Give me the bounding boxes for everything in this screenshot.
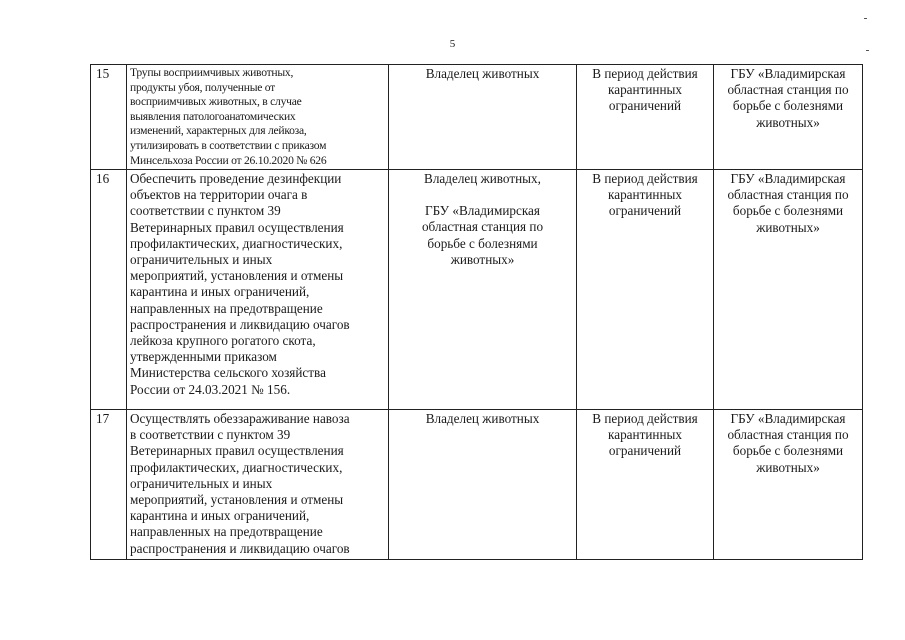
scan-mark-top [864, 18, 867, 19]
deadline-line: В период действия [592, 411, 698, 426]
measure-line: Министерства сельского хозяйства [130, 365, 326, 381]
deadline-line: ограничений [608, 443, 682, 459]
blank-line [392, 187, 573, 203]
control-line: животных» [756, 459, 820, 475]
measure-line: Осуществлять обеззараживание навоза [130, 411, 350, 426]
measure-line: карантина и иных ограничений, [130, 508, 310, 524]
deadline-line: карантинных [608, 82, 682, 98]
row-number: 16 [91, 170, 127, 410]
deadline-cell [577, 410, 714, 560]
measures-table [90, 64, 863, 560]
page-number: 5 [449, 38, 456, 50]
responsible-cell [389, 65, 577, 170]
measure-line: восприимчивых животных, в случае [130, 95, 302, 109]
measure-line: выявления патологоанатомических [130, 109, 296, 123]
control-line: борьбе с болезнями [732, 98, 844, 114]
deadline-cell [577, 65, 714, 170]
measure-line: Минсельхоза России от 26.10.2020 № 626 [130, 153, 327, 167]
control-line: ГБУ «Владимирская [730, 171, 846, 186]
control-line: ГБУ «Владимирская [730, 66, 846, 81]
measure-line: распространения и ликвидацию очагов [130, 540, 350, 556]
responsible-line: Владелец животных, [424, 171, 541, 186]
responsible-line: борьбе с болезнями [427, 235, 538, 251]
deadline-line: карантинных [608, 427, 682, 443]
measure-line: ограничительных и иных [130, 475, 273, 491]
deadline-line: ограничений [608, 98, 682, 114]
measure-line: Ветеринарных правил осуществления [130, 219, 344, 235]
control-line: борьбе с болезнями [732, 443, 844, 459]
measure-cell [127, 65, 389, 170]
control-cell [714, 65, 863, 170]
table-row [91, 410, 863, 560]
measure-line: объектов на территории очага в [130, 187, 308, 203]
measure-line: мероприятий, установления и отмены [130, 492, 344, 508]
measure-cell [127, 410, 389, 560]
measure-line: профилактических, диагностических, [130, 235, 343, 251]
deadline-line: В период действия [592, 66, 698, 81]
row-number: 17 [91, 410, 127, 560]
control-line: борьбе с болезнями [732, 203, 844, 219]
measure-cell [127, 170, 389, 410]
measure-line: изменений, характерных для лейкоза, [130, 124, 307, 138]
table-row [91, 65, 863, 170]
measure-line: направленных на предотвращение [130, 300, 323, 316]
measure-line: России от 24.03.2021 № 156. [130, 381, 291, 397]
responsible-line: ГБУ «Владимирская [425, 203, 540, 219]
measure-line: ограничительных и иных [130, 252, 273, 268]
measure-line: мероприятий, установления и отмены [130, 268, 344, 284]
control-line: ГБУ «Владимирская [730, 411, 846, 426]
deadline-line: карантинных [608, 187, 682, 203]
measure-line: утвержденными приказом [130, 349, 277, 365]
measure-line: соответствии с пунктом 39 [130, 203, 281, 219]
responsible-line: областная станция по [421, 219, 544, 235]
measure-line: продукты убоя, полученные от [130, 80, 276, 94]
measure-line: Ветеринарных правил осуществления [130, 443, 344, 459]
measure-line: Трупы восприимчивых животных, [130, 66, 294, 79]
row-number: 15 [91, 65, 127, 170]
measure-line: карантина и иных ограничений, [130, 284, 310, 300]
measure-line: лейкоза крупного рогатого скота, [130, 333, 316, 349]
control-line: областная станция по [727, 427, 849, 443]
measure-line: в соответствии с пунктом 39 [130, 427, 291, 443]
control-line: животных» [756, 219, 820, 235]
table-row [91, 170, 863, 410]
measure-line: распространения и ликвидацию очагов [130, 316, 350, 332]
control-cell [714, 170, 863, 410]
measure-line: утилизировать в соответствии с приказом [130, 138, 327, 152]
scan-mark-right [866, 50, 869, 51]
measure-line: направленных на предотвращение [130, 524, 323, 540]
measure-line: Обеспечить проведение дезинфекции [130, 171, 342, 186]
deadline-cell [577, 170, 714, 410]
responsible-line: Владелец животных [425, 66, 540, 81]
deadline-line: В период действия [592, 171, 698, 186]
responsible-cell [389, 410, 577, 560]
measure-line: профилактических, диагностических, [130, 459, 343, 475]
control-line: животных» [756, 114, 820, 130]
responsible-line: животных» [450, 251, 515, 267]
responsible-cell [389, 170, 577, 410]
deadline-line: ограничений [608, 203, 682, 219]
control-line: областная станция по [727, 82, 849, 98]
responsible-line: Владелец животных [425, 411, 540, 426]
control-cell [714, 410, 863, 560]
control-line: областная станция по [727, 187, 849, 203]
